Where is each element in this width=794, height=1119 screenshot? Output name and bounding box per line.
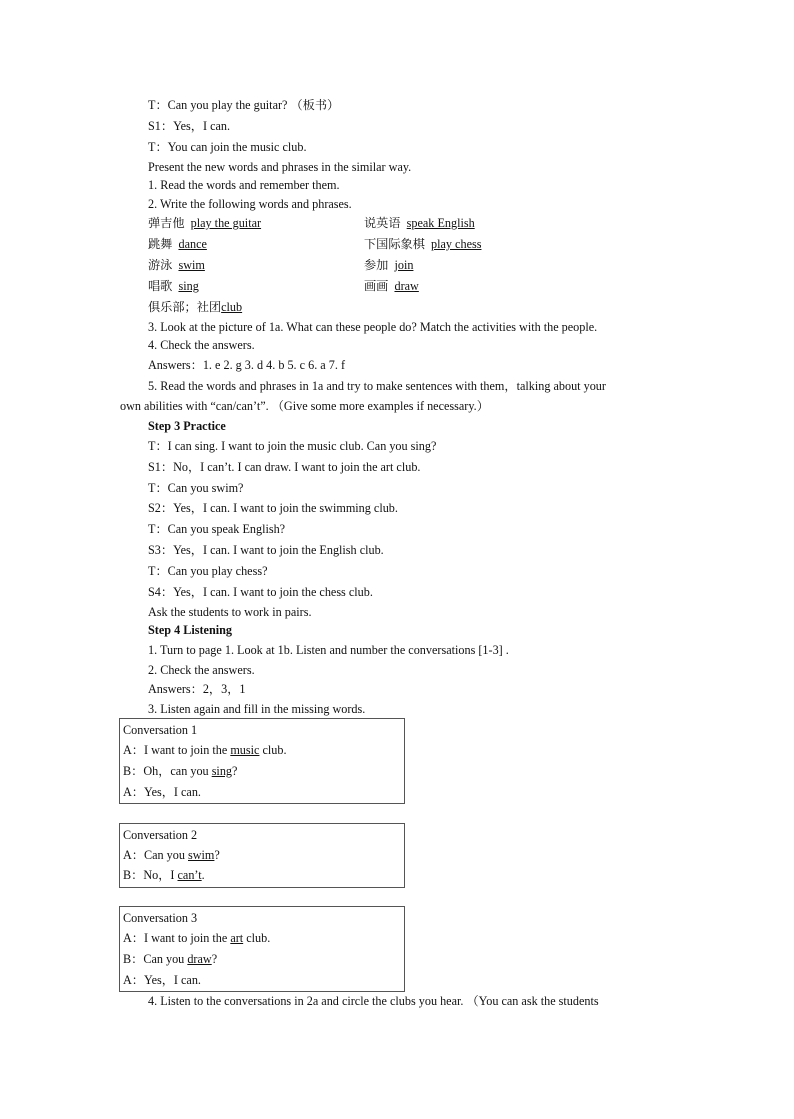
vocab-item: 画画 draw — [364, 279, 419, 293]
vocab-item: 跳舞 dance — [148, 237, 207, 251]
conversation-line: A：I want to join the music club. — [123, 743, 287, 757]
answers-text: Answers：2，3，1 — [148, 682, 246, 696]
dialog-line: T：You can join the music club. — [148, 140, 307, 154]
dialog-line: S3：Yes，I can. I want to join the English club. — [148, 543, 384, 557]
list-item: 4. Check the answers. — [148, 338, 255, 352]
conversation-title: Conversation 1 — [123, 723, 198, 737]
conversation-box-2 — [119, 823, 405, 888]
vocab-item: 参加 join — [364, 258, 414, 272]
dialog-line: T：Can you speak English? — [148, 522, 286, 536]
dialog-line: S2：Yes，I can. I want to join the swimming club. — [148, 501, 398, 515]
section-heading: Step 4 Listening — [148, 623, 232, 637]
dialog-line: S4：Yes，I can. I want to join the chess club. — [148, 585, 373, 599]
conversation-title: Conversation 3 — [123, 911, 198, 925]
vocab-item: 唱歌 sing — [148, 279, 199, 293]
conversation-line: B：Oh，can you sing? — [123, 764, 238, 778]
list-item: 3. Listen again and fill in the missing words. — [148, 702, 366, 716]
conversation-line: A：I want to join the art club. — [123, 931, 271, 945]
dialog-line: T：Can you play the guitar? （板书） — [148, 98, 340, 112]
dialog-line: T：I can sing. I want to join the music club. Can you sing? — [148, 439, 437, 453]
answers-text: Answers：1. e 2. g 3. d 4. b 5. c 6. a 7. f — [148, 358, 345, 372]
list-item: 2. Check the answers. — [148, 663, 255, 677]
list-item-continued: own abilities with “can/can’t”. （Give some more examples if necessary.） — [120, 399, 489, 413]
dialog-line: S1：Yes，I can. — [148, 119, 231, 133]
instruction-text: Ask the students to work in pairs. — [148, 605, 312, 619]
conversation-box-1 — [119, 718, 405, 804]
list-item: 3. Look at the picture of 1a. What can these people do? Match the activities with the people. — [148, 320, 598, 334]
section-heading: Step 3 Practice — [148, 419, 226, 433]
conversation-box-3 — [119, 906, 405, 992]
conversation-line: A：Yes，I can. — [123, 785, 201, 799]
conversation-line: A：Yes，I can. — [123, 973, 201, 987]
list-item: 4. Listen to the conversations in 2a and circle the clubs you hear. （You can ask the students — [148, 994, 599, 1008]
conversation-line: A：Can you swim? — [123, 848, 220, 862]
conversation-line: B：Can you draw? — [123, 952, 218, 966]
dialog-line: T：Can you play chess? — [148, 564, 268, 578]
conversation-title: Conversation 2 — [123, 828, 198, 842]
dialog-line: S1：No，I can’t. I can draw. I want to join the art club. — [148, 460, 421, 474]
conversation-line: B：No，I can’t. — [123, 868, 205, 882]
vocab-item: 弹吉他 play the guitar — [148, 216, 262, 230]
vocab-item: 说英语 speak English — [364, 216, 475, 230]
list-item: 1. Turn to page 1. Look at 1b. Listen and number the conversations [1-3] . — [148, 643, 509, 657]
instruction-text: Present the new words and phrases in the similar way. — [148, 160, 412, 174]
vocab-item: 游泳 swim — [148, 258, 205, 272]
list-item: 5. Read the words and phrases in 1a and try to make sentences with them，talking about your — [148, 379, 606, 393]
vocab-item: 下国际象棋 play chess — [364, 237, 482, 251]
vocab-item: 俱乐部；社团club — [148, 300, 243, 314]
list-item: 2. Write the following words and phrases. — [148, 197, 352, 211]
dialog-line: T：Can you swim? — [148, 481, 244, 495]
list-item: 1. Read the words and remember them. — [148, 178, 340, 192]
